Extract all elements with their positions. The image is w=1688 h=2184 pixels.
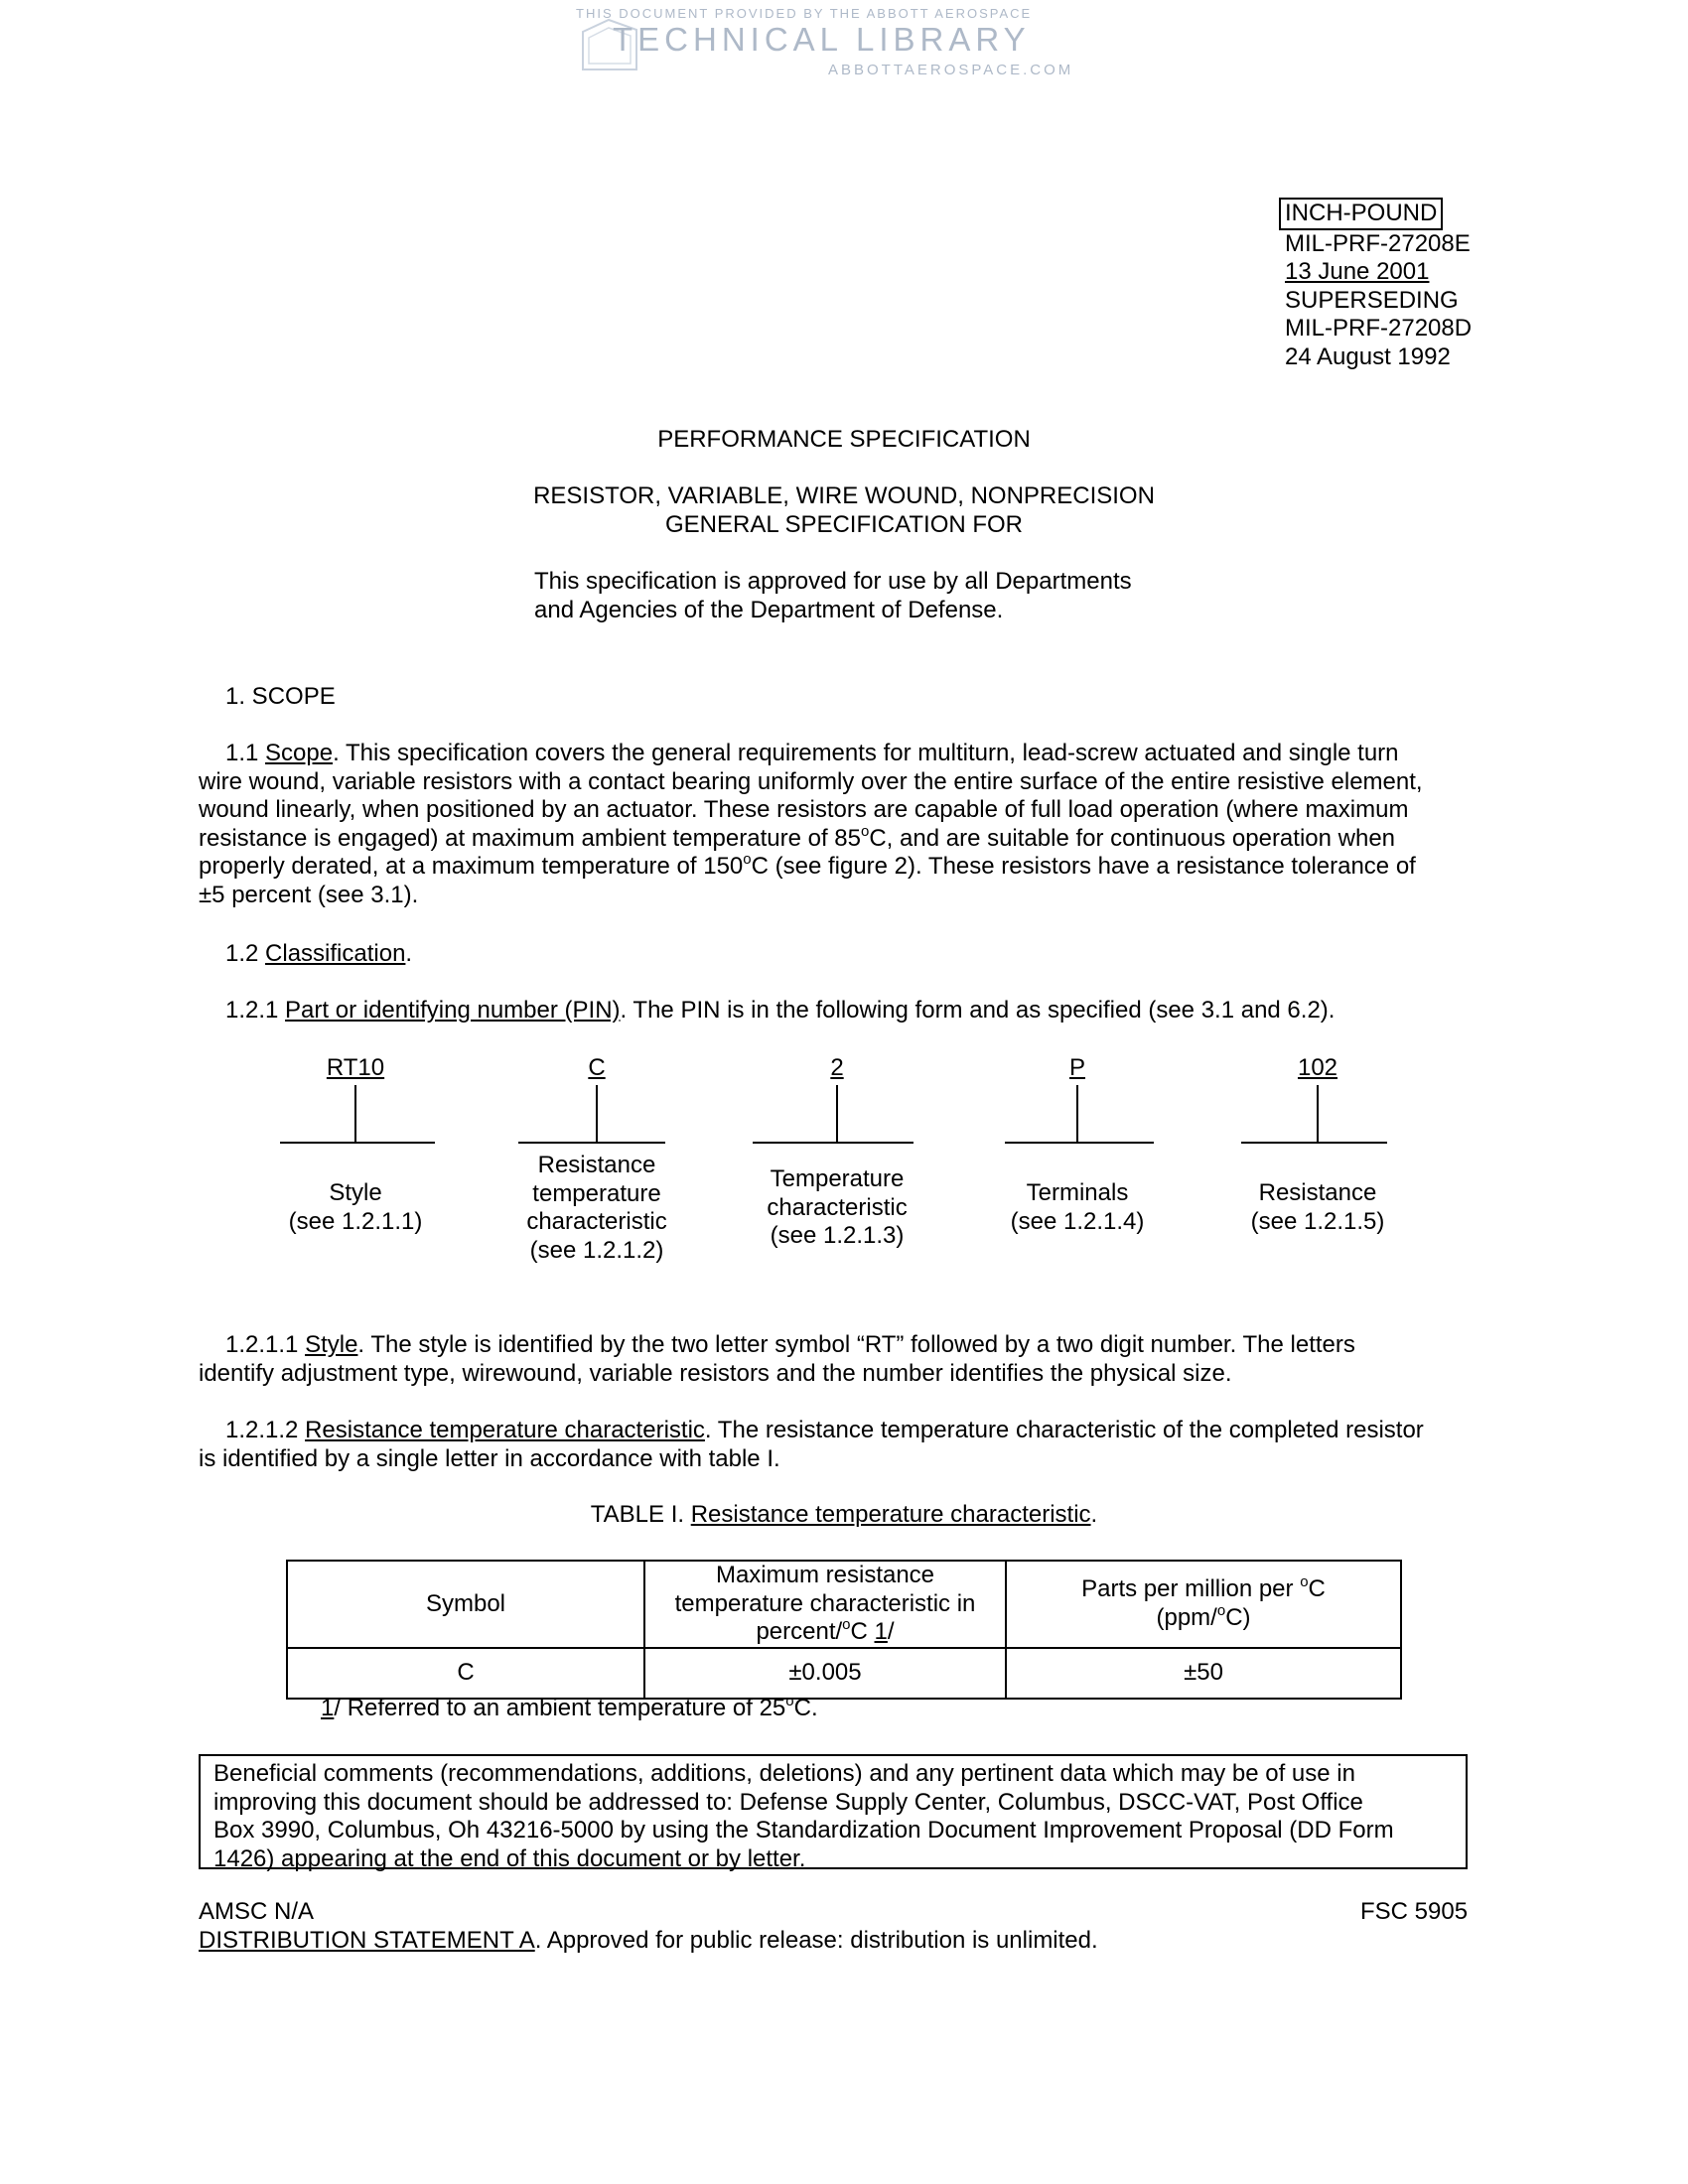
pin-label-line: characteristic — [767, 1193, 908, 1221]
table-row — [287, 1648, 1401, 1699]
pin-baseline — [518, 1142, 665, 1144]
pin-label-line: (see 1.2.1.3) — [770, 1222, 905, 1249]
scope-text: C, and are suitable for continuous operation when — [869, 824, 1396, 852]
scope-title: Scope — [265, 740, 334, 766]
scope-paragraph — [199, 740, 1489, 909]
pin-label-line: Resistance — [537, 1152, 656, 1178]
rtc-table — [286, 1560, 1402, 1700]
pin-label-resistance — [1251, 1179, 1385, 1236]
pin-label-temperature — [767, 1165, 907, 1251]
degree-symbol: o — [861, 822, 870, 840]
pin-label-line: Resistance — [1258, 1179, 1377, 1206]
comments-line: improving this document should be addressed to: Defense Supply Center, Columbus, DSCC-VAT, Post Office — [213, 1788, 1363, 1816]
table-caption-prefix: TABLE I. — [590, 1501, 691, 1528]
spec-title — [0, 482, 1688, 539]
superseded-date: 24 August 1992 — [1285, 342, 1451, 370]
table-header-percent — [644, 1561, 1006, 1648]
classification-heading — [225, 940, 412, 969]
comments-line: 1426) appearing at the end of this document or by letter. — [213, 1844, 806, 1872]
style-text: identify adjustment type, wirewound, variable resistors and the number identifies the physical size. — [199, 1359, 1232, 1387]
header-line: Maximum resistance — [715, 1562, 935, 1588]
footnote-text: C. — [793, 1695, 818, 1721]
pin-paragraph — [225, 997, 1335, 1025]
pin-label-line: characteristic — [526, 1208, 667, 1235]
para-number: 1.2 — [225, 940, 266, 967]
pin-code-rtc: C — [588, 1054, 606, 1081]
rtc-title: Resistance temperature characteristic — [305, 1417, 705, 1443]
header-line: C) — [1225, 1603, 1251, 1631]
style-paragraph — [199, 1331, 1489, 1388]
scope-text: properly derated, at a maximum temperature of 150 — [199, 853, 744, 880]
rtc-paragraph — [199, 1417, 1489, 1473]
fsc-label: FSC 5905 — [1360, 1898, 1469, 1925]
table-cell-ppm: ±50 — [1006, 1648, 1401, 1699]
approval-statement — [534, 568, 1132, 624]
degree-symbol: o — [1216, 1601, 1226, 1619]
header-line: C — [850, 1618, 875, 1645]
amsc-label: AMSC N/A — [199, 1898, 315, 1925]
scope-text: wound linearly, when positioned by an actuator. These resistors are capable of full load operation (where maximum — [199, 796, 1409, 823]
scope-text: . This specification covers the general requirements for multiturn, lead-screw actuated and single turn — [333, 740, 1399, 766]
spec-title-line1: RESISTOR, VARIABLE, WIRE WOUND, NONPRECISION — [533, 482, 1155, 509]
rtc-text: is identified by a single letter in accordance with table I. — [199, 1444, 780, 1472]
table-caption-title: Resistance temperature characteristic — [690, 1501, 1091, 1528]
table-cell-symbol: C — [287, 1648, 644, 1699]
pin-connector — [354, 1085, 356, 1143]
pin-connector — [596, 1085, 598, 1143]
table-header-row — [287, 1561, 1401, 1648]
table-footnote — [321, 1695, 818, 1723]
approval-line1: This specification is approved for use by all Departments — [534, 568, 1132, 595]
distribution-statement — [199, 1927, 1098, 1956]
header-line: C — [1308, 1575, 1326, 1603]
pin-label-line: Style — [329, 1179, 382, 1206]
comments-box — [199, 1754, 1468, 1872]
table-cell-percent: ±0.005 — [644, 1648, 1006, 1699]
pin-baseline — [753, 1142, 914, 1144]
style-text: . The style is identified by the two letter symbol “RT” followed by a two digit number. The letters — [357, 1331, 1355, 1358]
pin-label-rtc — [526, 1152, 666, 1265]
classification-period: . — [405, 940, 413, 967]
pin-code-style: RT10 — [326, 1054, 385, 1081]
section-heading-scope: 1. SCOPE — [225, 683, 336, 710]
pin-label-line: (see 1.2.1.5) — [1250, 1207, 1385, 1235]
pin-label-terminals — [1011, 1179, 1145, 1236]
pin-title: Part or identifying number (PIN) — [285, 997, 621, 1024]
comments-line: Box 3990, Columbus, Oh 43216-5000 by using the Standardization Document Improvement Proposal (DD Form — [213, 1817, 1394, 1843]
spec-title-line2: GENERAL SPECIFICATION FOR — [664, 510, 1024, 538]
pin-label-line: Terminals — [1026, 1179, 1129, 1206]
scope-text: C (see figure 2). These resistors have a resistance tolerance of — [751, 853, 1416, 880]
pin-label-line: Temperature — [770, 1165, 905, 1192]
footnote-ref: 1 — [874, 1618, 888, 1645]
watermark-logo — [571, 6, 1087, 78]
header-line: (ppm/ — [1156, 1603, 1217, 1631]
degree-symbol: o — [842, 1616, 851, 1633]
header-line: temperature characteristic in — [674, 1589, 976, 1617]
pin-label-style — [289, 1179, 423, 1236]
pin-code-terminals: P — [1068, 1054, 1086, 1081]
para-number: 1.1 — [225, 740, 266, 766]
degree-symbol: o — [1300, 1573, 1309, 1591]
table-caption-period: . — [1090, 1501, 1098, 1528]
pin-connector — [836, 1085, 838, 1143]
footnote-number: 1 — [321, 1695, 335, 1721]
approval-line2: and Agencies of the Department of Defense. — [534, 596, 1004, 623]
watermark-provider-text: THIS DOCUMENT PROVIDED BY THE ABBOTT AEROSPACE — [576, 6, 1033, 21]
pin-connector — [1076, 1085, 1078, 1143]
pin-baseline — [1005, 1142, 1154, 1144]
header-line: percent/ — [756, 1618, 843, 1645]
scope-text: wire wound, variable resistors with a contact bearing uniformly over the entire surface of the entire resistive element, — [199, 767, 1423, 795]
distribution-title: DISTRIBUTION STATEMENT A — [199, 1927, 535, 1954]
watermark-url: ABBOTTAEROSPACE.COM — [828, 62, 1074, 78]
pin-connector — [1317, 1085, 1319, 1143]
pin-label-line: (see 1.2.1.2) — [529, 1236, 664, 1264]
degree-symbol: o — [785, 1693, 794, 1709]
scope-text: resistance is engaged) at maximum ambient temperature of 85 — [199, 824, 861, 852]
scope-text: ±5 percent (see 3.1). — [199, 881, 419, 908]
pin-label-line: temperature — [532, 1179, 661, 1207]
classification-title: Classification — [265, 940, 406, 967]
pin-code-resistance: 102 — [1297, 1054, 1338, 1081]
pin-label-line: (see 1.2.1.4) — [1010, 1207, 1145, 1235]
table-header-symbol: Symbol — [287, 1561, 644, 1648]
document-id-block — [1285, 198, 1472, 371]
para-number: 1.2.1 — [225, 997, 286, 1024]
inch-pound-label: INCH-POUND — [1279, 198, 1443, 230]
spec-type-heading: PERFORMANCE SPECIFICATION — [657, 426, 1031, 453]
pin-code-temperature: 2 — [830, 1054, 844, 1081]
table-header-ppm — [1006, 1561, 1401, 1648]
table-caption — [0, 1501, 1688, 1530]
superseding-label: SUPERSEDING — [1285, 286, 1459, 314]
footnote-text: / Referred to an ambient temperature of 25 — [334, 1695, 786, 1721]
document-number: MIL-PRF-27208E — [1285, 229, 1471, 257]
footnote-ref-slash: / — [887, 1618, 895, 1645]
pin-text: . The PIN is in the following form and as specified (see 3.1 and 6.2). — [620, 997, 1336, 1024]
rtc-text: . The resistance temperature characteristic of the completed resistor — [704, 1417, 1424, 1443]
document-date: 13 June 2001 — [1285, 258, 1430, 285]
comments-line: Beneficial comments (recommendations, additions, deletions) and any pertinent data which may be of use in — [213, 1760, 1355, 1787]
pin-baseline — [280, 1142, 435, 1144]
degree-symbol: o — [743, 851, 752, 868]
header-line: Parts per million per — [1081, 1575, 1301, 1603]
distribution-text: . Approved for public release: distribution is unlimited. — [534, 1927, 1098, 1954]
style-title: Style — [305, 1331, 358, 1358]
pin-baseline — [1241, 1142, 1387, 1144]
pin-label-line: (see 1.2.1.1) — [288, 1207, 423, 1235]
para-number: 1.2.1.2 — [225, 1417, 306, 1443]
watermark-title: TECHNICAL LIBRARY — [613, 21, 1031, 58]
para-number: 1.2.1.1 — [225, 1331, 306, 1358]
superseded-number: MIL-PRF-27208D — [1285, 315, 1473, 341]
